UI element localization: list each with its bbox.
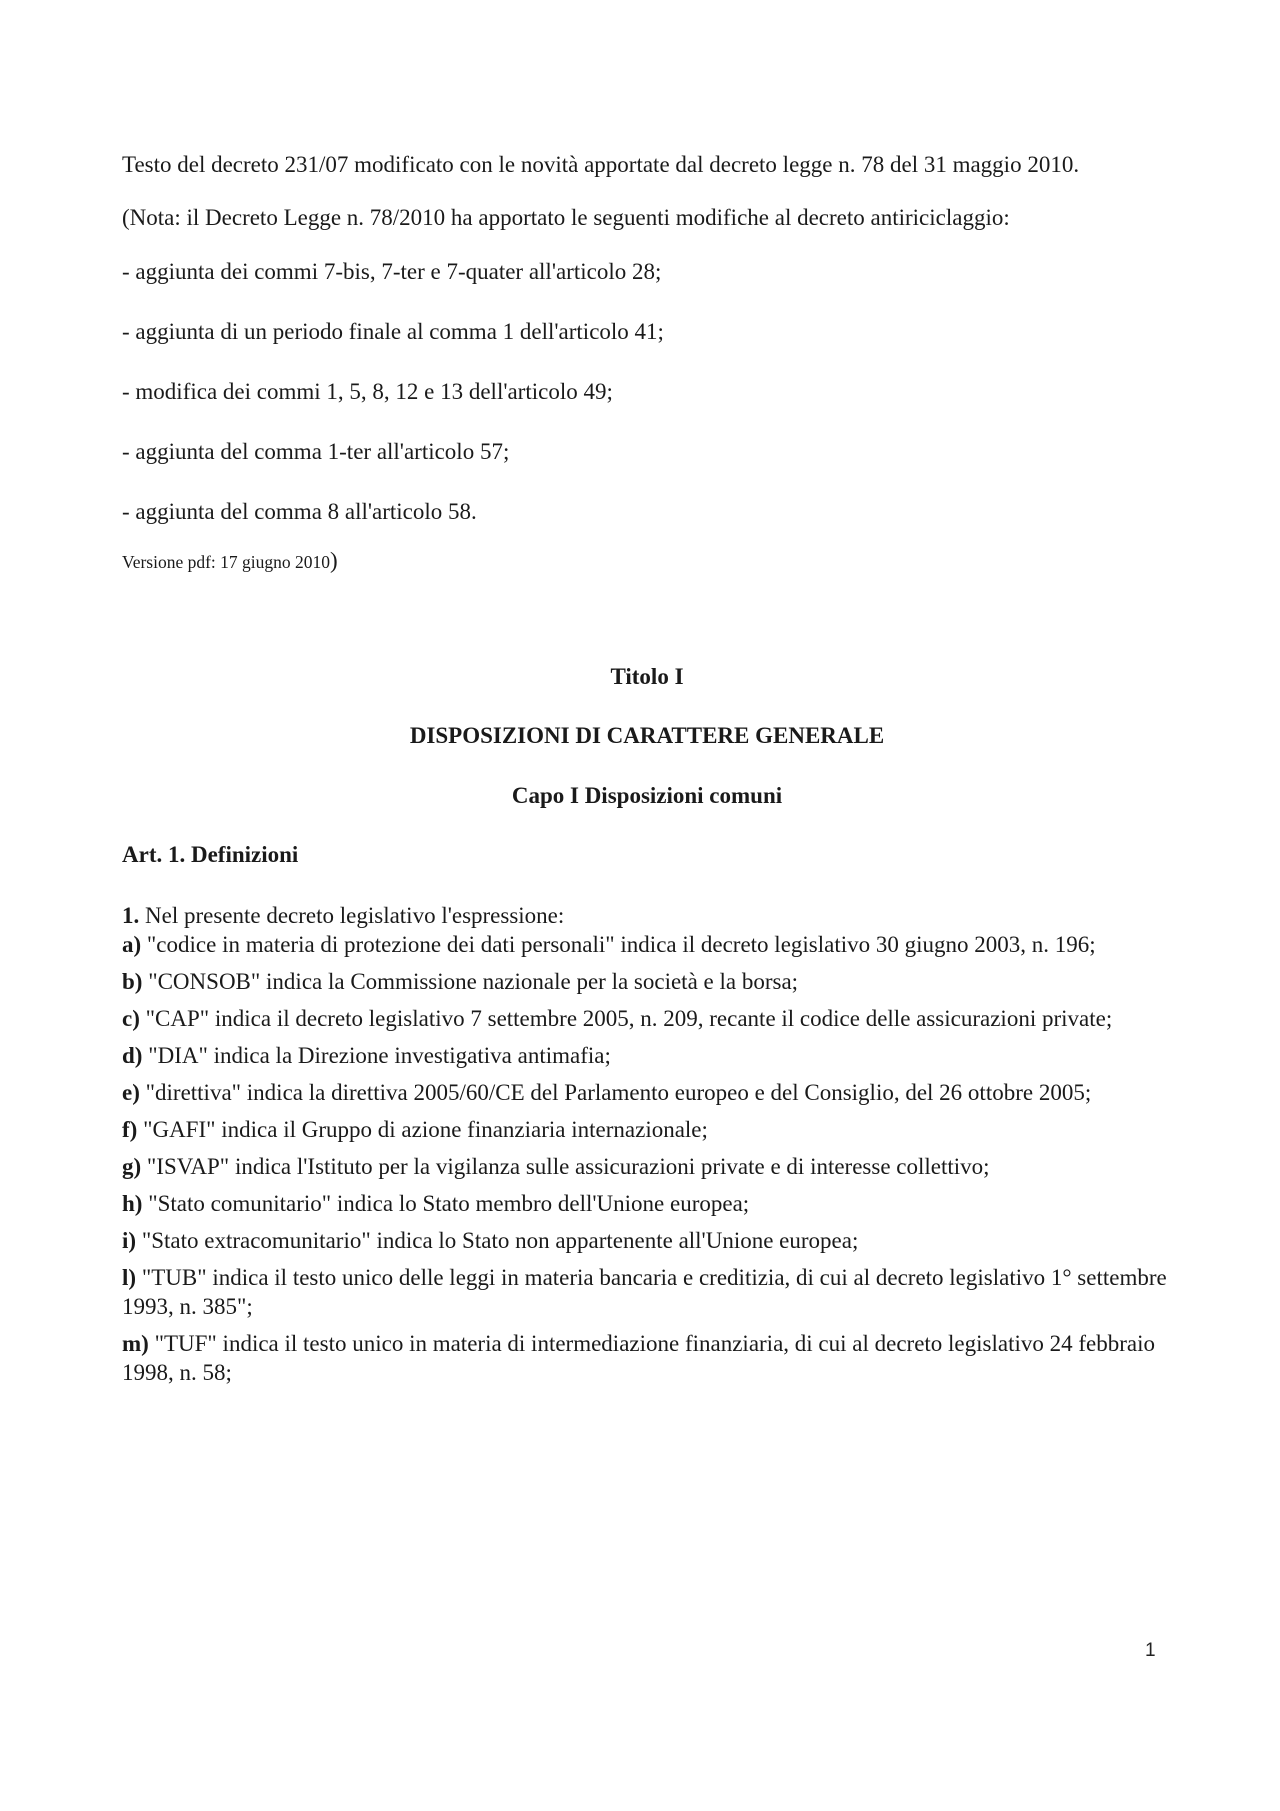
definition-text: "CONSOB" indica la Commissione nazionale per la società e la borsa; [142, 969, 799, 994]
version-close-paren: ) [330, 548, 338, 573]
definition-letter: m) [122, 1331, 149, 1356]
definitions-list [122, 930, 1172, 1387]
definition-text: "Stato extracomunitario" indica lo Stato non appartenente all'Unione europea; [136, 1228, 859, 1253]
definition-letter: f) [122, 1117, 138, 1142]
definition-letter: b) [122, 969, 143, 994]
comma-intro [122, 901, 1172, 930]
definition-item [122, 1041, 1172, 1070]
definition-item [122, 1263, 1172, 1321]
definition-letter: g) [122, 1154, 142, 1179]
comma-text: Nel presente decreto legislativo l'espressione: [139, 903, 565, 928]
titolo-heading: Titolo I [610, 664, 684, 689]
document-page [122, 150, 1172, 1395]
modification-item: - aggiunta di un periodo finale al comma 1 dell'articolo 41; [122, 319, 664, 344]
modification-item: - modifica dei commi 1, 5, 8, 12 e 13 dell'articolo 49; [122, 379, 613, 404]
definition-letter: c) [122, 1006, 140, 1031]
definition-item [122, 1004, 1172, 1033]
version-text: Versione pdf: 17 giugno 2010 [122, 552, 331, 572]
definition-letter: a) [122, 932, 142, 957]
intro-title: Testo del decreto 231/07 modificato con le novità apportate dal decreto legge n. 78 del 31 maggio 2010. [122, 152, 1080, 177]
definition-text: "DIA" indica la Direzione investigativa antimafia; [142, 1043, 611, 1068]
definition-text: "direttiva" indica la direttiva 2005/60/CE del Parlamento europeo e del Consiglio, del 26 ottobre 2005; [139, 1080, 1092, 1105]
definition-text: "TUF" indica il testo unico in materia di intermediazione finanziaria, di cui al decreto legislativo 24 febbraio 1998, n. 58; [122, 1331, 1155, 1385]
definition-letter: l) [122, 1265, 137, 1290]
definition-text: "GAFI" indica il Gruppo di azione finanziaria internazionale; [137, 1117, 708, 1142]
definition-item [122, 1078, 1172, 1107]
intro-note: (Nota: il Decreto Legge n. 78/2010 ha apportato le seguenti modifiche al decreto antiriciclaggio: [122, 205, 1010, 230]
definition-text: "TUB" indica il testo unico delle leggi in materia bancaria e creditizia, di cui al decreto legislativo 1° settembre 1993, n. 385"; [122, 1265, 1167, 1319]
definition-item [122, 1226, 1172, 1255]
definition-text: "Stato comunitario" indica lo Stato membro dell'Unione europea; [142, 1191, 750, 1216]
definition-letter: d) [122, 1043, 143, 1068]
definition-letter: e) [122, 1080, 140, 1105]
definition-item [122, 930, 1172, 959]
definition-item [122, 967, 1172, 996]
page-number: 1 [1145, 1640, 1156, 1661]
definition-letter: h) [122, 1191, 143, 1216]
definition-item [122, 1152, 1172, 1181]
modification-item: - aggiunta del comma 8 all'articolo 58. [122, 499, 477, 524]
comma-number: 1. [122, 903, 140, 928]
definition-text: "codice in materia di protezione dei dati personali" indica il decreto legislativo 30 giugno 2003, n. 196; [141, 932, 1096, 957]
modification-item: - aggiunta dei commi 7-bis, 7-ter e 7-quater all'articolo 28; [122, 259, 662, 284]
version-note [122, 549, 1172, 574]
section-heading: DISPOSIZIONI DI CARATTERE GENERALE [409, 723, 885, 748]
definition-text: "ISVAP" indica l'Istituto per la vigilanza sulle assicurazioni private e di interesse collettivo; [141, 1154, 990, 1179]
definition-item [122, 1115, 1172, 1144]
capo-heading: Capo I Disposizioni comuni [511, 783, 783, 808]
definition-text: "CAP" indica il decreto legislativo 7 settembre 2005, n. 209, recante il codice delle assicurazioni private; [139, 1006, 1113, 1031]
definition-item [122, 1189, 1172, 1218]
modification-item: - aggiunta del comma 1-ter all'articolo 57; [122, 439, 510, 464]
modifications-list [122, 257, 1172, 526]
definition-item [122, 1329, 1172, 1387]
article-title: Art. 1. Definizioni [122, 842, 299, 867]
definition-letter: i) [122, 1228, 137, 1253]
